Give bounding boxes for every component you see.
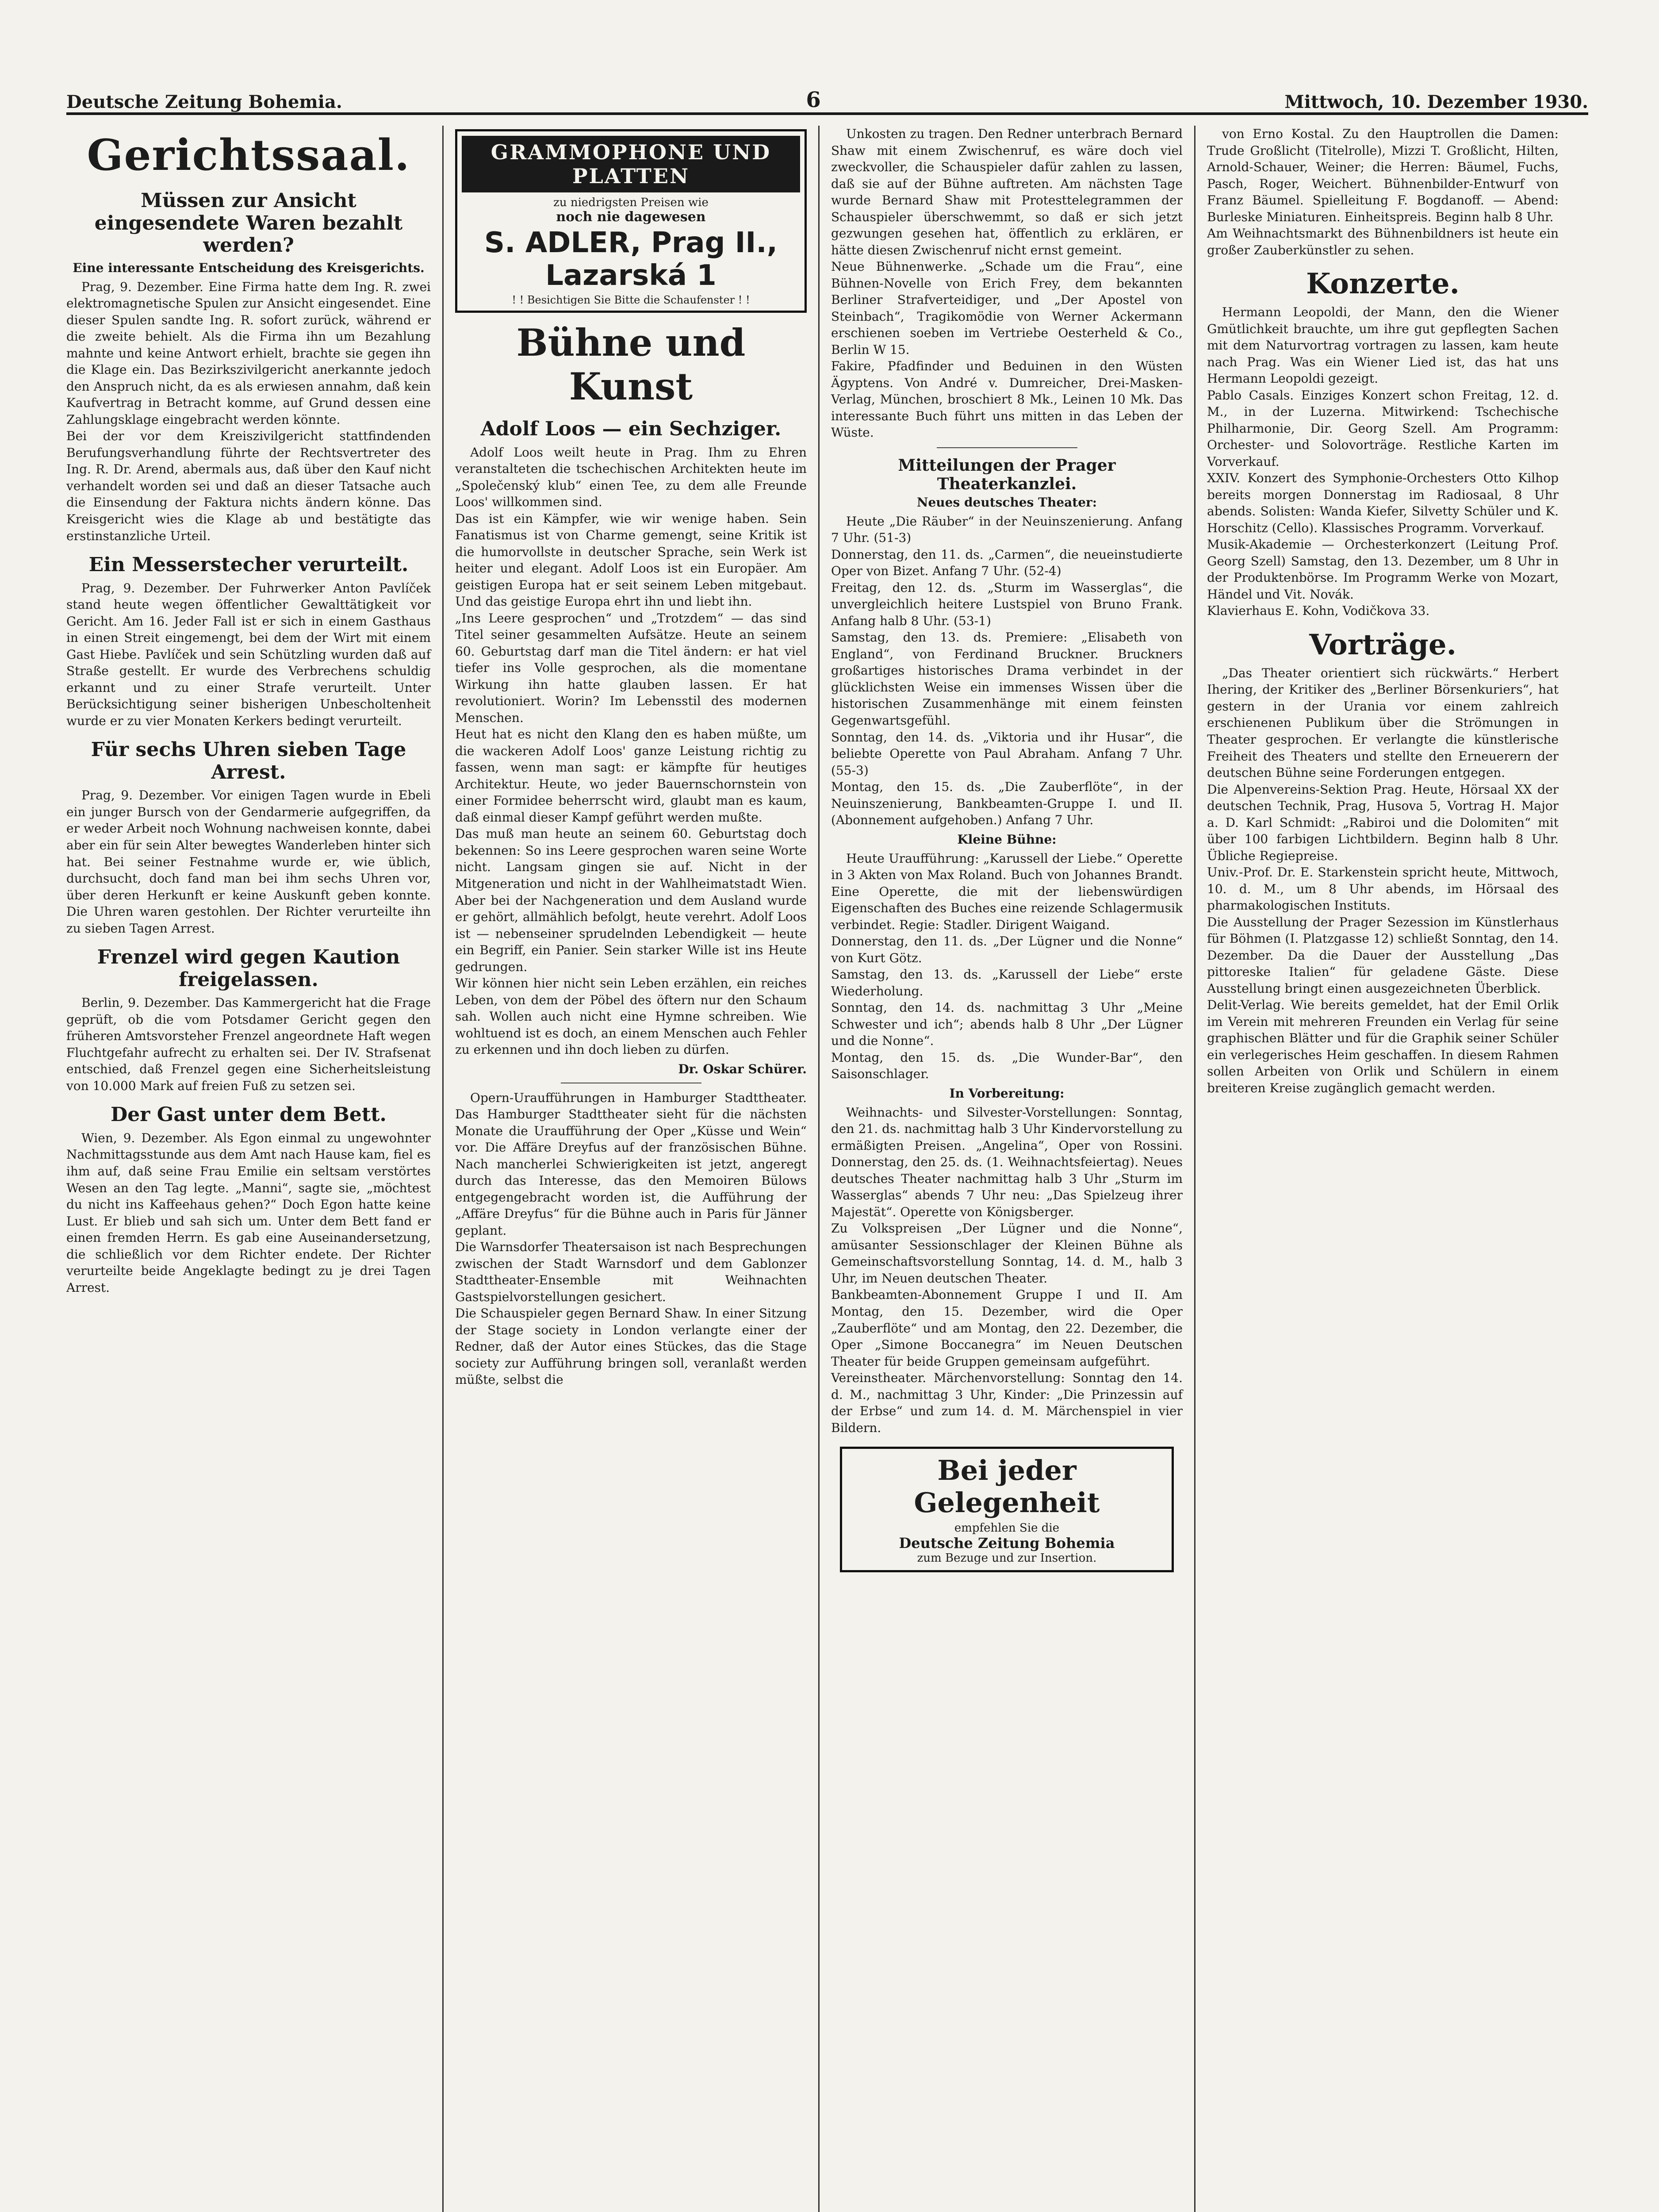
columns [66, 126, 1588, 2212]
column-4 [1194, 126, 1570, 2212]
article-body: von Erno Kostal. Zu den Hauptrollen die Damen: Trude Großlicht (Titelrolle), Mizzi T. Großlicht, Hilten, Arnold-Schauer, Weiner; die Herren: Bäumel, Fuchs, Pasch, Roger, Weichert. Bühnenbilder-Entwurf von Franz Bäumel. Spielleitung F. Bogdanoff. — Abend: Burleske Miniaturen. Einheitspreis. Beginn halb 8 Uhr. Am Weihnachtsmarkt des Bühnenbildners ist heute ein großer Zauberkünstler zu sehen. [1207, 127, 1559, 257]
article-title: Der Gast unter dem Bett. [111, 1103, 387, 1126]
section-title-gerichtssaal: Gerichtssaal. [87, 130, 410, 180]
section-title-vortraege: Vorträge. [1309, 628, 1456, 661]
advertisement-grammophone [455, 129, 807, 313]
column-3 [818, 126, 1194, 2212]
article-body: Hermann Leopoldi, der Mann, den die Wiener Gmütlichkeit brauchte, um ihre gut gepflegten Sachen mit dem Naturvortrag vortragen zu lassen, kam heute nach Prag. Was ein Wiener Lied ist, das hat uns Hermann Leopoldi gezeigt. Pablo Casals. Einziges Konzert schon Freitag, 12. d. M., in der Luzerna. Mitwirkend: Tschechische Philharmonie, Dir. Georg Szell. Am Programm: Orchester- und Solovorträge. Restliche Karten im Vorverkauf. XXIV. Konzert des Symphonie-Orchesters Otto Kilhop bereits morgen Donnerstag im Radiosaal, 8 Uhr abends. Solisten: Wanda Kiefer, Silvetty Schüler und K. Horschitz (Cello). Klassisches Programm. Vorverkauf. Musik-Akademie — Orchesterkonzert (Leitung Prof. Georg Szell) Samstag, den 13. Dezember, um 8 Uhr in der Produktenbörse. Im Programm Werke von Mozart, Händel und Vit. Novák. Klavierhaus E. Kohn, Vodičkova 33. [1207, 305, 1559, 618]
article-title: Ein Messerstecher verurteilt. [88, 553, 409, 576]
advertisement-bohemia [840, 1447, 1174, 1572]
ad-address: S. ADLER, Prag II., Lazarská 1 [484, 227, 778, 292]
article-subtitle: Eine interessante Entscheidung des Kreisgerichts. [73, 260, 425, 275]
divider [937, 447, 1077, 448]
ad-line: noch nie dagewesen [556, 209, 706, 225]
column-2 [442, 126, 818, 2212]
theatre-listings: Heute Uraufführung: „Karussell der Liebe.“ Operette in 3 Akten von Max Roland. Buch von Johannes Brandt. Eine Operette, die mit der liebenswürdigen Eigenschaften des Buches eine reizende Schlagermusik verbindet. Regie: Stadler. Dirigent Waigand. Donnerstag, den 11. ds. „Der Lügner und die Nonne“ von Kurt Götz. Samstag, den 13. ds. „Karussell der Liebe“ erste Wiederholung. Sonntag, den 14. ds. nachmittag 3 Uhr „Meine Schwester und ich“; abends halb 8 Uhr „Der Lügner und die Nonne“. Montag, den 15. ds. „Die Wunder-Bar“, den Saisonschlager. [831, 851, 1183, 1082]
masthead-title: Deutsche Zeitung Bohemia. [66, 92, 342, 112]
article-title: Müssen zur Ansicht eingesendete Waren bezahlt werden? [94, 189, 403, 257]
theatre-heading: Mitteilungen der Prager Theaterkanzlei. [898, 456, 1116, 493]
theatre-listings: Heute „Die Räuber“ in der Neuinszenierung. Anfang 7 Uhr. (51-3) Donnerstag, den 11. ds. „Carmen“, die neueinstudierte Oper von Bizet. Anfang 7 Uhr. (52-4) Freitag, den 12. ds. „Sturm im Wasserglas“, die unvergleichlich heitere Lustspiel von Bruno Frank. Anfang halb 8 Uhr. (53-1) Samstag, den 13. ds. Premiere: „Elisabeth von England“, von Ferdinand Bruckner. Bruckners großartiges historisches Drama verbindet in der glücklichsten Weise ein immenses Wissen über die historischen Zusammenhänge mit einem feinsten Gegenwartsgefühl. Sonntag, den 14. ds. „Viktoria und ihr Husar“, die beliebte Operette von Paul Abraham. Anfang 7 Uhr. (55-3) Montag, den 15. ds. „Die Zauberflöte“, in der Neuinszenierung, Bankbeamten-Gruppe I. und II. (Abonnement aufgehoben.) Anfang 7 Uhr. [831, 514, 1183, 828]
article-body: Berlin, 9. Dezember. Das Kammergericht hat die Frage geprüft, ob die vom Potsdamer Gericht gegen den früheren Amtsvorsteher Frenzel angeordnete Haft wegen Fluchtgefahr aufrecht zu erhalten sei. Der IV. Strafsenat entschied, daß Frenzel gegen eine Sicherheitsleistung von 10.000 Mark auf freien Fuß zu setzen sei. [66, 995, 435, 1093]
article-body: Wien, 9. Dezember. Als Egon einmal zu ungewohnter Nachmittagsstunde aus dem Amt nach Hause kam, fiel es ihm auf, daß seine Frau Emilie ein seltsam verstörtes Wesen an den Tag legte. „Manni“, sagte sie, „möchtest du nicht ins Kaffeehaus gehen?“ Doch Egon hatte keine Lust. Er blieb und sah sich um. Unter dem Bett fand er einen fremden Herrn. Es gab eine Auseinandersetzung, die schließlich vor dem Richter endete. Der Richter verurteilte beide Angeklagte bedingt zu je drei Tagen Arrest. [66, 1130, 435, 1295]
ad-line: ! ! Besichtigen Sie Bitte die Schaufenster ! ! [512, 294, 750, 306]
ad-headline: Bei jeder Gelegenheit [914, 1454, 1100, 1519]
article-author: Dr. Oskar Schürer. [678, 1061, 807, 1076]
theatre-subheading: Neues deutsches Theater: [916, 495, 1097, 510]
ad-line: empfehlen Sie die [954, 1521, 1060, 1535]
masthead-date: Mittwoch, 10. Dezember 1930. [1284, 92, 1588, 112]
article-body: Unkosten zu tragen. Den Redner unterbrach Bernard Shaw mit einem Zwischenruf, es wäre doch viel zweckvoller, die Schauspieler dafür zahlen zu lassen, daß sie auf der Bühne auftreten. Am nächsten Tage wurde Bernard Shaw mit Protesttelegrammen der Schauspieler überschwemmt, so daß er sich jetzt gezwungen gesehen hat, öffentlich zu erklären, er hätte diesen Zwischenruf nicht ernst gemeint. Neue Bühnenwerke. „Schade um die Frau“, eine Bühnen-Novelle von Erich Frey, dem bekannten Berliner Strafverteidiger, und „Der Apostel von Steinbach“, Tragikomödie von Werner Ackermann erschienen soeben im Vertriebe Oesterheld & Co., Berlin W 15. Fakire, Pfadfinder und Beduinen in den Wüsten Ägyptens. Von André v. Dumreicher, Drei-Masken-Verlag, München, broschiert 8 Mk., Leinen 10 Mk. Das interessante Buch führt uns mitten in das Leben der Wüste. [831, 127, 1183, 440]
article-title: Für sechs Uhren sieben Tage Arrest. [91, 738, 406, 783]
article-body: Opern-Uraufführungen in Hamburger Stadttheater. Das Hamburger Stadttheater sieht für die nächsten Monate die Uraufführung der Oper „Küsse und Wein“ vor. Die Affäre Dreyfus auf der französischen Bühne. Nach mancherlei Schwierigkeiten ist jetzt, angeregt durch das Interesse, das den Memoiren Bülows entgegengebracht worden ist, die Aufführung der „Affäre Dreyfus“ für die Bühne auch in Paris für Jänner geplant. Die Warnsdorfer Theatersaison ist nach Besprechungen zwischen der Stadt Warnsdorf und dem Gablonzer Stadttheater-Ensemble mit Weihnachten Gastspielvorstellungen gesichert. Die Schauspieler gegen Bernard Shaw. In einer Sitzung der Stage society in London verlangte einer der Redner, daß der Autor eines Stückes, das die Stage society zur Aufführung bringen soll, veranlaßt werden müßte, selbst die [455, 1090, 807, 1387]
article-body: Prag, 9. Dezember. Eine Firma hatte dem Ing. R. zwei elektromagnetische Spulen zur Ansicht eingesendet. Eine dieser Spulen sandte Ing. R. sofort zurück, während er die zweite behielt. Als die Firma ihn um Bezahlung mahnte und keine Antwort erhielt, brachte sie gegen ihn die Klage ein. Das Bezirkszivilgericht anerkannte jedoch den Anspruch nicht, da es als erwiesen annahm, daß kein Kaufvertrag in Betracht komme, auf Grund dessen eine Zahlungsklage eingebracht werden könnte. Bei der vor dem Kreiszivilgericht stattfindenden Berufungsverhandlung führte der Rechtsvertreter des Ing. R. Dr. Arend, abermals aus, daß über den Kauf nicht verhandelt worden sei und daß an dieser Tatsache auch die Einsendung der Faktura nichts ändern könne. Das Kreisgericht wies die Klage ab und bestätigte das erstinstanzliche Urteil. [66, 279, 431, 543]
article-title: Adolf Loos — ein Sechziger. [480, 418, 782, 440]
ad-line: zu niedrigsten Preisen wie [553, 196, 709, 209]
masthead [66, 88, 1588, 115]
article-body: „Das Theater orientiert sich rückwärts.“ Herbert Ihering, der Kritiker des „Berliner Börsenkuriers“, hat gestern in der Urania vor einem zahlreich erschienenen Publikum über die Strömungen in Theater gesprochen. Er verlangte die künstlerische Freiheit des Theaters und stellte den Erneuerern der deutschen Bühne seine Forderungen entgegen. Die Alpenvereins-Sektion Prag. Heute, Hörsaal XX der deutschen Technik, Prag, Husova 5, Vortrag H. Major a. D. Karl Schmidt: „Rabiroi und die Dolomiten“ mit über 100 farbigen Lichtbildern. Beginn halb 8 Uhr. Übliche Regiepreise. Univ.-Prof. Dr. E. Starkenstein spricht heute, Mittwoch, 10. d. M., um 8 Uhr abends, im Hörsaal des pharmakologischen Instituts. Die Ausstellung der Prager Sezession im Künstlerhaus für Böhmen (I. Platzgasse 12) schließt Sonntag, den 14. Dezember. Da die Dauer der Ausstellung „Das pittoreske Italien“ für geladene Gäste. Diese Ausstellung bringt einen ausgezeichneten Überblick. Delit-Verlag. Wie bereits gemeldet, hat der Emil Orlik im Verein mit mehreren Freunden ein Verlag für seine graphischen Blätter und für die Graphik seiner Schüler ein verlegerisches Heim geschaffen. In diesem Rahmen sollen Arbeiten von Orlik und Schülern in einem breiteren Kreise zugänglich gemacht werden. [1207, 665, 1559, 1095]
theatre-subheading: In Vorbereitung: [949, 1086, 1065, 1101]
ad-line: zum Bezuge und zur Insertion. [917, 1551, 1097, 1565]
theatre-subheading: Kleine Bühne: [957, 832, 1057, 847]
column-1 [66, 126, 442, 2212]
article-body: Adolf Loos weilt heute in Prag. Ihm zu Ehren veranstalteten die tschechischen Architekten heute im „Společenský klub“ einen Tee, zu dem alle Freunde Loos' willkommen sind. Das ist ein Kämpfer, wie wir wenige haben. Sein Fanatismus ist von Charme gemengt, seine Kritik ist die humorvollste in deutscher Sprache, sein Werk ist heiter und elegant. Adolf Loos ist ein Europäer. Am geistigen Europa hat er seit seinem Leben mitgebaut. Und das geistige Europa ehrt ihn und liebt ihn. „Ins Leere gesprochen“ und „Trotzdem“ — das sind Titel seiner gesammelten Aufsätze. Heute an seinem 60. Geburtstag darf man die Titel ändern: er hat viel tiefer ins Volle gesprochen, als die momentane Wirkung ihn hatte glauben lassen. Er hat revolutioniert. Worin? Im Lebensstil des modernen Menschen. Heut hat es nicht den Klang den es haben müßte, um die wackeren Adolf Loos' ganze Leistung richtig zu fassen, wenn man sagt: er kämpfte für heutiges Architektur. Heute, wo jeder Bauernschornstein von einer Formidee beherrscht wird, glaubt man es kaum, daß einmal dieser Kampf geführt werden mußte. Das muß man heute an seinem 60. Geburtstag doch bekennen: So ins Leere gesprochen waren seine Worte nicht. Langsam gingen sie auf. Nicht in der Mitgeneration und nicht in der Wahlheimatstadt Wien. Aber bei der Nachgeneration und dem Ausland wurde er gehört, allmählich befolgt, heute verehrt. Adolf Loos ist — nebenseiner sprudelnden Lebendigkeit — heute ein Begriff, ein Panier. Sein starker Wille ist ins Heute gedrungen. Wir können hier nicht sein Leben erzählen, ein reiches Leben, von dem der Pöbel des öftern nur den Schaum sah. Wollen auch nicht eine Hymne schreiben. Wie wohltuend ist es doch, an einem Menschen auch Fehler zu erkennen und ihn doch lieben zu dürfen. [455, 445, 807, 1057]
article-body: Prag, 9. Dezember. Vor einigen Tagen wurde in Ebeli ein junger Bursch von der Gendarmerie aufgegriffen, da er weder Arbeit noch Wohnung nachweisen konnte, dabei aber ein für sein Alter bewegtes Wanderleben hinter sich hat. Bei seiner Festnahme wurde er, wie üblich, durchsucht, doch fand man bei ihm sechs Uhren vor, über deren Herkunft er keine Auskunft geben konnte. Die Uhren waren gestohlen. Der Richter verurteilte ihn zu sieben Tagen Arrest. [66, 788, 435, 936]
ad-line: Deutsche Zeitung Bohemia [899, 1535, 1115, 1552]
section-title-buehne: Bühne und Kunst [516, 321, 746, 408]
article-title: Frenzel wird gegen Kaution freigelassen. [97, 946, 400, 991]
section-title-konzerte: Konzerte. [1306, 267, 1460, 301]
theatre-listings: Weihnachts- und Silvester-Vorstellungen: Sonntag, den 21. ds. nachmittag halb 3 Uhr Kindervorstellung zu ermäßigten Preisen. „Angelina“, Oper von Rossini. Donnerstag, den 25. ds. (1. Weihnachtsfeiertag). Neues deutsches Theater nachmittag halb 3 Uhr „Sturm im Wasserglas“ abends 7 Uhr neu: „Das Spielzeug ihrer Majestät“. Operette von Königsberger. Zu Volkspreisen „Der Lügner und die Nonne“, amüsanter Sessionschlager der Kleinen Bühne als Gemeinschaftsvorstellung Sonntag, 14. d. M., halb 3 Uhr, im Neuen deutschen Theater. Bankbeamten-Abonnement Gruppe I und II. Am Montag, den 15. Dezember, wird die Oper „Zauberflöte“ und am Montag, den 22. Dezember, die Oper „Simone Boccanegra“ im Neuen Deutschen Theater für beide Gruppen gemeinsam aufgeführt. Vereinstheater. Märchenvorstellung: Sonntag den 14. d. M., nachmittag 3 Uhr, Kinder: „Die Prinzessin auf der Erbse“ und zum 14. d. M. Märchenspiel in vier Bildern. [831, 1105, 1183, 1435]
article-body: Prag, 9. Dezember. Der Fuhrwerker Anton Pavlíček stand heute wegen öffentlicher Gewalttätigkeit vor Gericht. Am 16. Jeder Fall ist er sich in einem Gasthaus in einen Streit eingemengt, bei dem der Wirt mit einem Gast Hiebe. Pavlíček und sein Schützling wurden daß auf Straße gestellt. Er wurde des Verbrechens schuldig erkannt und zu einer Strafe verurteilt. Unter Berücksichtigung seiner bisherigen Unbescholtenheit wurde er zu vier Monaten Kerkers bedingt verurteilt. [66, 580, 435, 728]
ad-title: GRAMMOPHONE UND PLATTEN [462, 136, 800, 192]
page-number: 6 [806, 88, 821, 112]
